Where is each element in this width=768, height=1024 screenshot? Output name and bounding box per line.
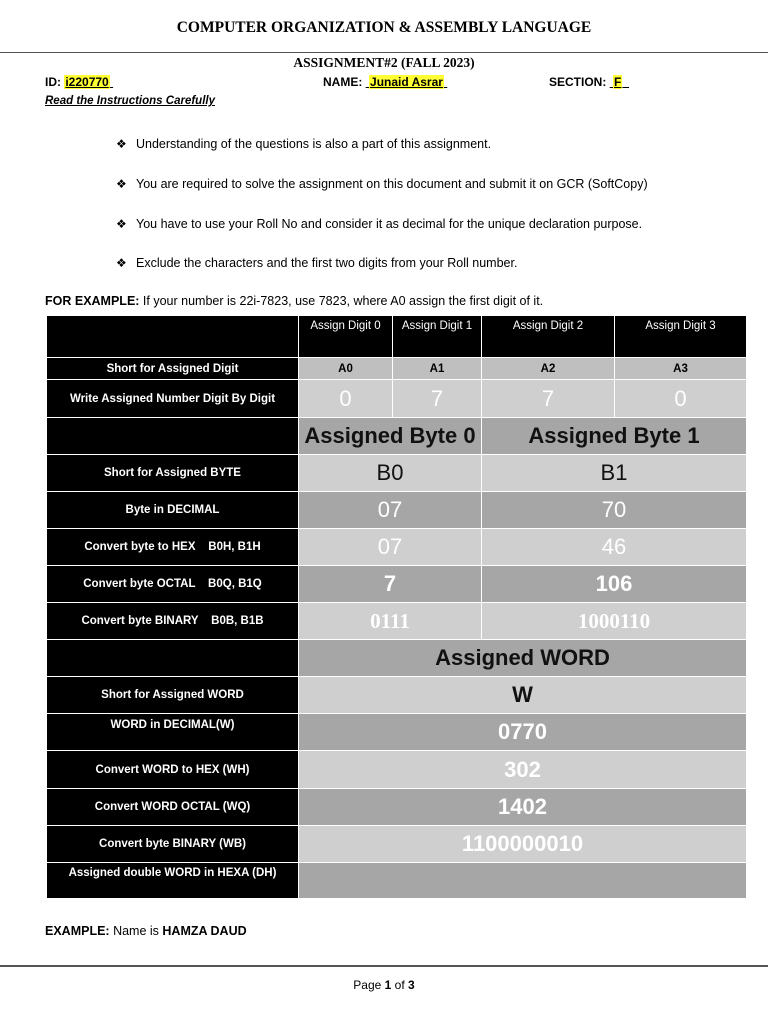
short-digit-cell: A1	[393, 358, 482, 380]
table-row	[47, 380, 747, 418]
digit-header: Assign Digit 0	[299, 316, 393, 358]
section-label: SECTION:	[549, 75, 607, 89]
digit-header: Assign Digit 2	[482, 316, 615, 358]
row-label: Byte in DECIMAL	[47, 492, 299, 529]
page-mid: of	[391, 978, 409, 992]
instruction-text: Understanding of the questions is also a part of this assignment.	[136, 137, 492, 151]
short-byte-cell: B0	[299, 455, 482, 492]
word-binary-cell: 1100000010	[299, 826, 747, 863]
row-label: Convert WORD to HEX (WH)	[47, 751, 299, 789]
byte-binary-cell: 1000110	[482, 603, 747, 640]
table-corner	[47, 316, 299, 358]
instruction-item	[116, 137, 491, 151]
byte-header: Assigned Byte 1	[482, 418, 747, 455]
diamond-bullet-icon: ❖	[116, 217, 127, 231]
table-row	[47, 492, 747, 529]
section-field	[549, 75, 629, 89]
short-digit-cell: A2	[482, 358, 615, 380]
table-row	[47, 358, 747, 380]
top-rule	[0, 52, 768, 53]
dword-value-cell	[299, 863, 747, 899]
id-label: ID:	[45, 75, 61, 89]
word-hex-cell: 302	[299, 751, 747, 789]
row-label: WORD in DECIMAL(W)	[47, 714, 299, 751]
row-label: Short for Assigned Digit	[47, 358, 299, 380]
page-number	[0, 978, 768, 992]
instruction-text: You are required to solve the assignment on this document and submit it on GCR (SoftCopy)	[136, 177, 648, 191]
page-current: 1	[384, 978, 392, 992]
byte-hex-cell: 46	[482, 529, 747, 566]
row-label: Convert byte OCTAL B0Q, B1Q	[47, 566, 299, 603]
instruction-item	[116, 256, 517, 270]
page-total: 3	[408, 978, 415, 992]
example-text: If your number is 22i-7823, use 7823, where A0 assign the first digit of it.	[139, 294, 544, 308]
byte-hex-cell: 07	[299, 529, 482, 566]
table-row	[47, 826, 747, 863]
table-row	[47, 640, 747, 677]
row-label-empty	[47, 640, 299, 677]
row-label: Write Assigned Number Digit By Digit	[47, 380, 299, 418]
name-value: Junaid Asrar	[370, 75, 443, 89]
instructions-heading: Read the Instructions Carefully	[45, 95, 215, 107]
digit-value-cell: 0	[615, 380, 747, 418]
assignment-title: ASSIGNMENT#2 (FALL 2023)	[293, 55, 475, 70]
section-value: F	[614, 75, 622, 89]
row-label: Convert byte BINARY (WB)	[47, 826, 299, 863]
table-row	[47, 455, 747, 492]
table-row	[47, 789, 747, 826]
assignment-table	[46, 315, 747, 899]
short-word-cell: W	[299, 677, 747, 714]
row-label: Short for Assigned WORD	[47, 677, 299, 714]
word-decimal-cell: 0770	[299, 714, 747, 751]
footer-example-name: HAMZA DAUD	[162, 924, 247, 938]
footer-example	[45, 924, 247, 938]
table-row	[47, 863, 747, 899]
instruction-item	[116, 177, 648, 191]
table-row	[47, 603, 747, 640]
digit-header: Assign Digit 3	[615, 316, 747, 358]
byte-binary-cell: 0111	[299, 603, 482, 640]
instruction-text: Exclude the characters and the first two digits from your Roll number.	[136, 256, 518, 270]
row-label: Assigned double WORD in HEXA (DH)	[47, 863, 299, 899]
byte-octal-cell: 7	[299, 566, 482, 603]
diamond-bullet-icon: ❖	[116, 256, 127, 270]
short-byte-cell: B1	[482, 455, 747, 492]
name-field	[323, 75, 447, 89]
row-label: Short for Assigned BYTE	[47, 455, 299, 492]
word-header: Assigned WORD	[299, 640, 747, 677]
word-octal-cell: 1402	[299, 789, 747, 826]
row-label: Convert byte to HEX B0H, B1H	[47, 529, 299, 566]
short-digit-cell: A0	[299, 358, 393, 380]
footer-example-label: EXAMPLE:	[45, 924, 110, 938]
footer-example-text: Name is	[109, 924, 163, 938]
bottom-rule	[0, 965, 768, 967]
byte-header: Assigned Byte 0	[299, 418, 482, 455]
diamond-bullet-icon: ❖	[116, 177, 127, 191]
table-row	[47, 418, 747, 455]
digit-value-cell: 0	[299, 380, 393, 418]
table-row	[47, 751, 747, 789]
table-row	[47, 677, 747, 714]
course-title: COMPUTER ORGANIZATION & ASSEMBLY LANGUAGE	[176, 19, 592, 36]
table-row	[47, 529, 747, 566]
instruction-text: You have to use your Roll No and consider it as decimal for the unique declaration purpose.	[136, 217, 643, 231]
byte-decimal-cell: 70	[482, 492, 747, 529]
digit-header: Assign Digit 1	[393, 316, 482, 358]
table-row	[47, 566, 747, 603]
instruction-item	[116, 217, 642, 231]
byte-octal-cell: 106	[482, 566, 747, 603]
diamond-bullet-icon: ❖	[116, 137, 127, 151]
example-line	[45, 294, 543, 308]
byte-decimal-cell: 07	[299, 492, 482, 529]
digit-value-cell: 7	[393, 380, 482, 418]
row-label: Convert byte BINARY B0B, B1B	[47, 603, 299, 640]
table-row	[47, 714, 747, 751]
id-field	[45, 75, 113, 89]
row-label: Convert WORD OCTAL (WQ)	[47, 789, 299, 826]
row-label-empty	[47, 418, 299, 455]
id-value: i220770	[65, 75, 109, 89]
page-prefix: Page	[353, 978, 385, 992]
name-label: NAME:	[323, 75, 363, 89]
short-digit-cell: A3	[615, 358, 747, 380]
example-label: FOR EXAMPLE:	[45, 294, 140, 308]
table-row	[47, 316, 747, 358]
digit-value-cell: 7	[482, 380, 615, 418]
